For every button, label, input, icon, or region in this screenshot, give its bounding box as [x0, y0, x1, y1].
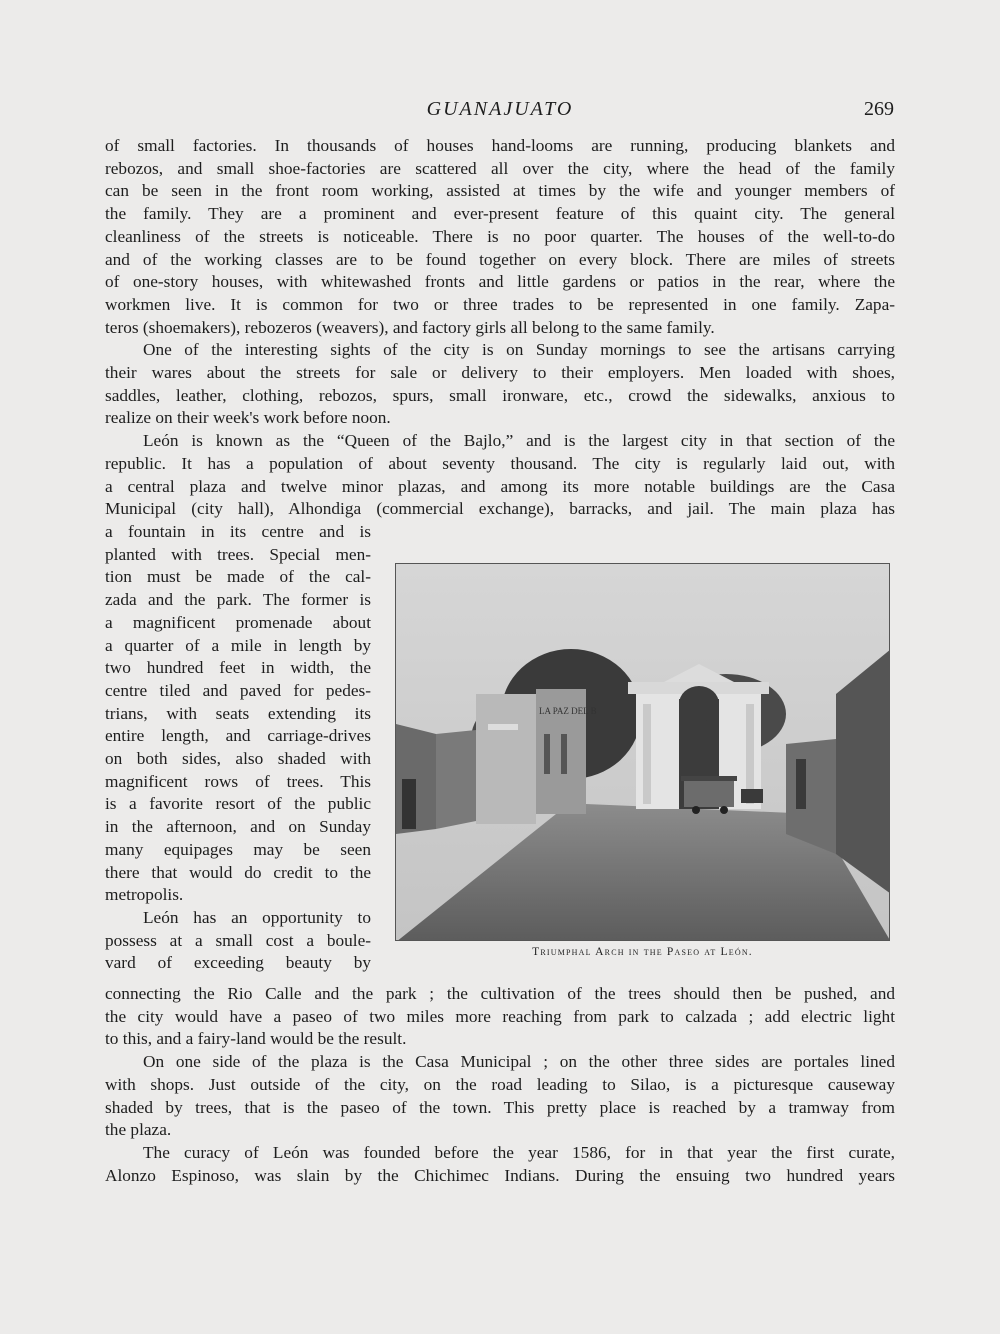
- text-line: workmen live. It is common for two or three trades to be represented in one family. Zapa-: [105, 294, 895, 314]
- text-line: Municipal (city hall), Alhondiga (commercial exchange), barracks, and jail. The main plaza has: [105, 499, 895, 519]
- text-line: Alonzo Espinoso, was slain by the Chichimec Indians. During the ensuing two hundred years: [105, 1165, 895, 1185]
- text-line: connecting the Rio Calle and the park ; the cultivation of the trees should then be pushed, and: [105, 984, 895, 1003]
- text-line: shaded by trees, that is the paseo of the town. This pretty place is reached by a tramway from: [105, 1097, 895, 1117]
- text-line: teros (shoemakers), rebozeros (weavers), and factory girls all belong to the same family.: [105, 317, 715, 337]
- text-line: The curacy of León was founded before the year 1586, for in that year the first curate,: [143, 1142, 895, 1162]
- text-line: cleanliness of the streets is noticeable. There is no poor quarter. The houses of the well-to-do: [105, 226, 895, 246]
- text-line: the family. They are a prominent and ever-present feature of this quaint city. The general: [105, 204, 895, 224]
- text-line: entire length, and carriage-drives: [105, 726, 371, 746]
- text-line: on both sides, also shaded with: [105, 749, 371, 769]
- paragraphs-wrapped: [105, 521, 371, 975]
- text-line: is a favorite resort of the public: [105, 794, 371, 814]
- text-line: centre tiled and paved for pedes-: [105, 680, 371, 700]
- text-line: in the afternoon, and on Sunday: [105, 817, 371, 837]
- building-sign-text: LA PAZ DEL B: [539, 706, 597, 716]
- text-line: vard of exceeding beauty by: [105, 953, 371, 973]
- text-line: León is known as the “Queen of the Bajlo,” and is the largest city in that section of the: [143, 431, 895, 451]
- text-line: of one-story houses, with whitewashed fronts and little gardens or patios in the rear, where the: [105, 272, 895, 292]
- text-line: possess at a small cost a boule-: [105, 930, 371, 950]
- text-line: the city would have a paseo of two miles more reaching from park to calzada ; add electric light: [105, 1006, 895, 1026]
- text-line: One of the interesting sights of the city is on Sunday mornings to see the artisans carrying: [143, 340, 895, 360]
- text-line: a quarter of a mile in length by: [105, 635, 371, 655]
- photograph-triumphal-arch: [395, 563, 890, 941]
- text-line: republic. It has a population of about seventy thousand. The city is regularly laid out, with: [105, 453, 895, 473]
- text-line: On one side of the plaza is the Casa Municipal ; on the other three sides are portales lined: [143, 1052, 895, 1072]
- text-line: the plaza.: [105, 1120, 172, 1140]
- text-line: with shops. Just outside of the city, on the road leading to Silao, is a picturesque causeway: [105, 1074, 895, 1094]
- text-line: rebozos, and small shoe-factories are scattered all over the city, where the head of the family: [105, 158, 895, 178]
- text-line: and of the working classes are to be found together on every block. There are miles of streets: [105, 249, 895, 269]
- text-line: their wares about the streets for sale or delivery to their employers. Men loaded with shoes,: [105, 363, 895, 383]
- page-number: 269: [864, 98, 894, 120]
- text-line: trians, with seats extending its: [105, 703, 371, 723]
- running-title: GUANAJUATO: [426, 98, 574, 120]
- text-line: zada and the park. The former is: [105, 590, 371, 610]
- text-line: saddles, leather, clothing, rebozos, spurs, small ironware, etc., crowd the sidewalks, anxious to: [105, 385, 895, 405]
- paragraphs-bottom-full: [105, 983, 895, 1187]
- text-line: magnificent rows of trees. This: [105, 771, 371, 791]
- figure-caption: Triumphal Arch in the Paseo at León.: [532, 946, 753, 958]
- paragraphs-top: [105, 135, 895, 521]
- text-line: a central plaza and twelve minor plazas, and among its more notable buildings are the Casa: [105, 476, 895, 496]
- text-line: metropolis.: [105, 885, 184, 905]
- text-line: a magnificent promenade about: [105, 612, 371, 632]
- text-line: can be seen in the front room working, assisted at times by the wife and younger members of: [105, 181, 895, 201]
- text-line: a fountain in its centre and is: [105, 522, 371, 541]
- text-line: planted with trees. Special men-: [105, 544, 371, 564]
- text-line: León has an opportunity to: [143, 907, 371, 927]
- text-line: there that would do credit to the: [105, 862, 371, 882]
- text-line: realize on their week's work before noon.: [105, 408, 391, 428]
- text-line: two hundred feet in width, the: [105, 658, 371, 678]
- text-line: to this, and a fairy-land would be the result.: [105, 1029, 407, 1049]
- text-line: of small factories. In thousands of houses hand-looms are running, producing blankets and: [105, 136, 895, 155]
- text-line: many equipages may be seen: [105, 839, 371, 859]
- text-line: tion must be made of the cal-: [105, 567, 371, 587]
